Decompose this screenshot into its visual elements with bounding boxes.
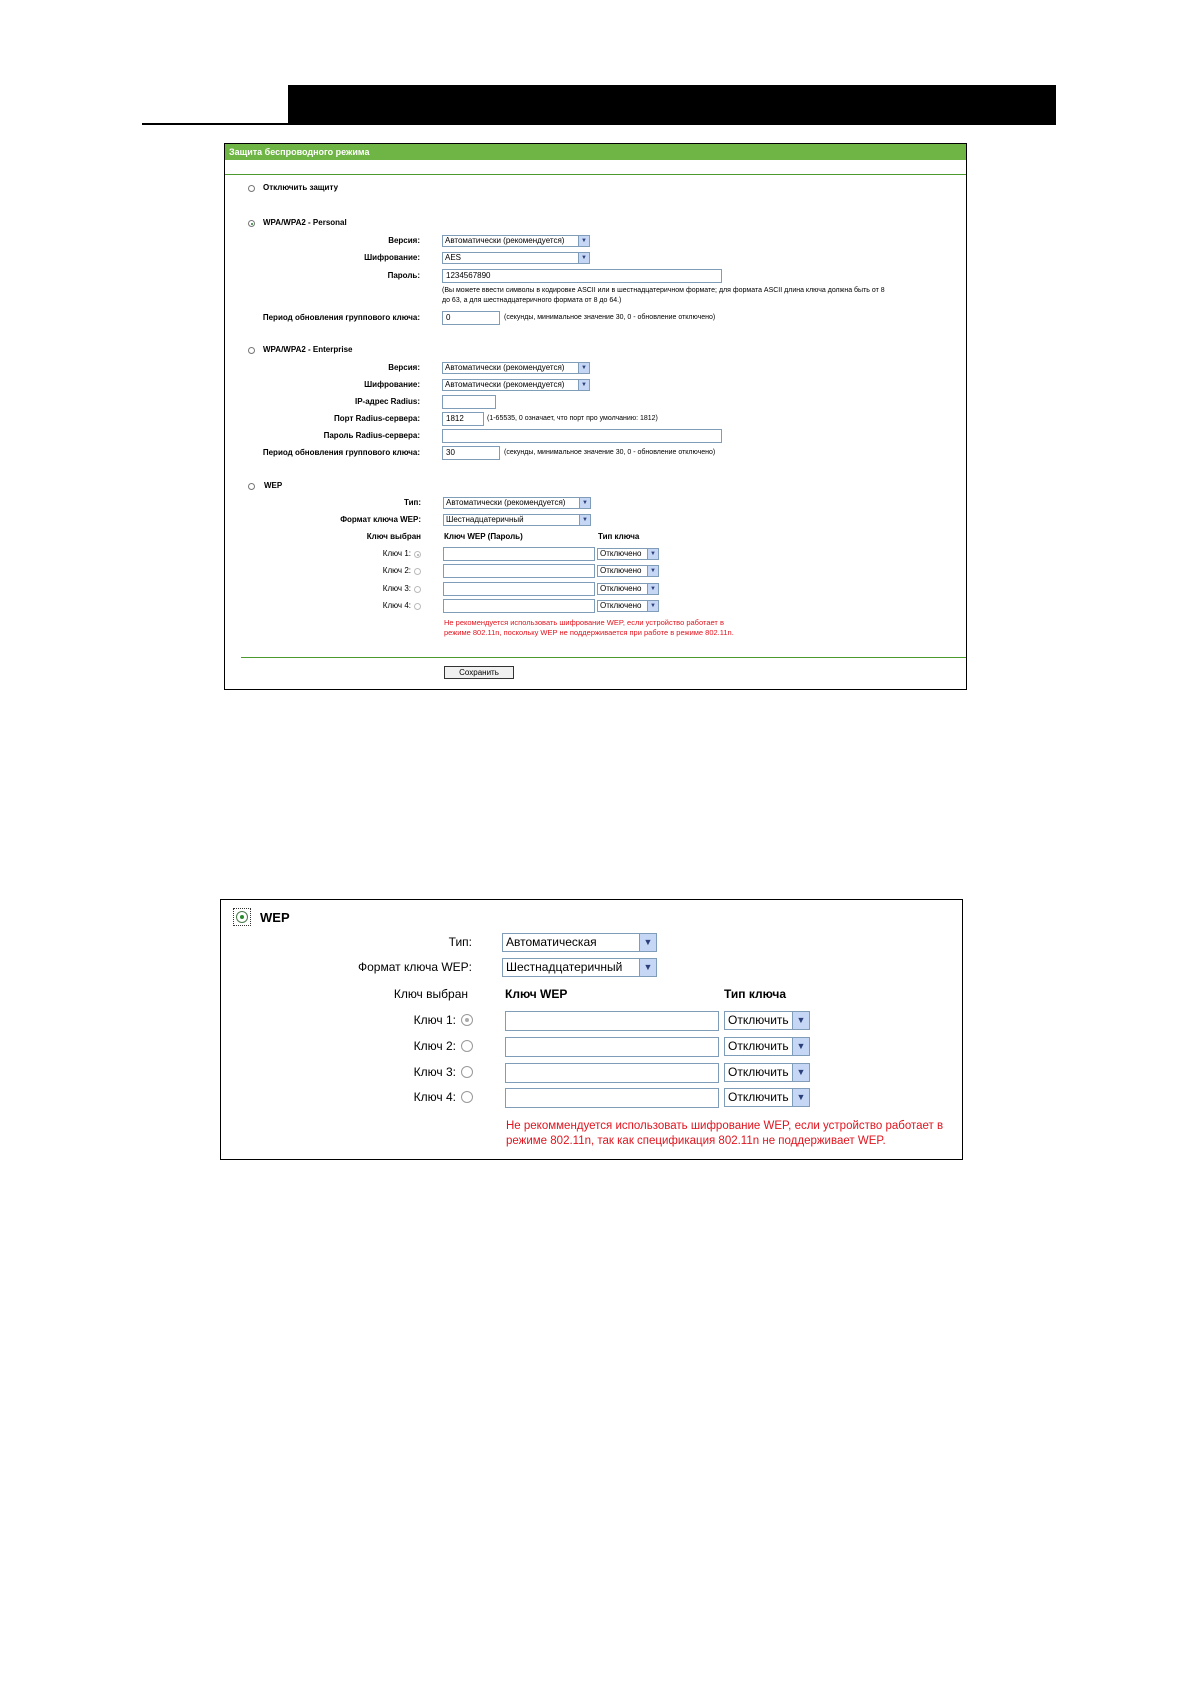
key-3-radio[interactable] [414, 586, 421, 593]
key-4-label: Ключ 4: [413, 1090, 456, 1104]
col-wep-key: Ключ WEP [505, 987, 568, 1001]
key-3-label: Ключ 3: [413, 1065, 456, 1079]
password-note-line-2: до 63, а для шестнадцатеричного формата от 8 до 64.) [442, 297, 622, 304]
key-1-radio[interactable] [414, 551, 421, 558]
disable-security-label: Отключить защиту [263, 183, 339, 192]
col-key-selected: Ключ выбран [366, 532, 421, 541]
wep-label: WEP [264, 481, 283, 490]
personal-version-label: Версия: [388, 236, 420, 245]
enterprise-group-key-label: Период обновления группового ключа: [262, 448, 420, 457]
wep-radio[interactable] [233, 908, 251, 926]
key-4-type-select[interactable]: Отключено ▼ [597, 600, 659, 612]
key-4-label: Ключ 4: [382, 601, 411, 610]
chevron-down-icon: ▼ [578, 363, 589, 373]
key-3-type-select[interactable]: Отключено ▼ [597, 583, 659, 595]
key-3-radio[interactable] [461, 1066, 473, 1078]
chevron-down-icon: ▼ [639, 934, 656, 951]
enterprise-version-select[interactable]: Автоматически (рекомендуется) ▼ [442, 362, 590, 374]
save-button[interactable]: Сохранить [444, 666, 514, 679]
enterprise-label: WPA/WPA2 - Enterprise [263, 345, 353, 354]
enterprise-encryption-select[interactable]: Автоматически (рекомендуется) ▼ [442, 379, 590, 391]
chevron-down-icon: ▼ [647, 549, 658, 559]
radius-ip-input[interactable] [442, 395, 496, 409]
key-2-radio[interactable] [461, 1040, 473, 1052]
key-4-input[interactable] [505, 1088, 719, 1108]
personal-group-key-label: Период обновления группового ключа: [262, 313, 420, 322]
key-4-input[interactable] [443, 599, 595, 613]
personal-radio[interactable] [248, 220, 255, 227]
wep-warning-line-2: режиме 802.11n, так как спецификация 802.11n не поддерживает WEP. [506, 1135, 886, 1147]
chevron-down-icon: ▼ [639, 959, 656, 976]
key-3-input[interactable] [443, 582, 595, 596]
chevron-down-icon: ▼ [792, 1038, 809, 1055]
key-1-type-select[interactable]: Отключить ▼ [724, 1011, 810, 1030]
personal-encryption-label: Шифрование: [364, 253, 420, 262]
title-divider [225, 174, 966, 175]
wireless-security-panel [224, 143, 967, 690]
key-4-radio[interactable] [414, 603, 421, 610]
personal-version-select[interactable]: Автоматически (рекомендуется) ▼ [442, 235, 590, 247]
personal-password-input[interactable]: 1234567890 [442, 269, 722, 283]
chevron-down-icon: ▼ [578, 380, 589, 390]
panel-title: Защита беспроводного режима [225, 144, 966, 160]
wep-settings-panel [220, 899, 963, 1160]
page-header-bar [288, 85, 1056, 125]
chevron-down-icon: ▼ [792, 1064, 809, 1081]
key-1-label: Ключ 1: [413, 1013, 456, 1027]
chevron-down-icon: ▼ [647, 566, 658, 576]
enterprise-version-label: Версия: [388, 363, 420, 372]
col-key-type: Тип ключа [724, 987, 787, 1001]
enterprise-group-key-input[interactable]: 30 [442, 446, 500, 460]
enterprise-encryption-label: Шифрование: [364, 380, 420, 389]
key-1-type-select[interactable]: Отключено ▼ [597, 548, 659, 560]
radius-port-label: Порт Radius-сервера: [334, 414, 420, 423]
radius-port-input[interactable]: 1812 [442, 412, 484, 426]
wep-type-label: Тип: [448, 935, 472, 949]
wep-type-select[interactable]: Автоматически (рекомендуется) ▼ [443, 497, 591, 509]
radius-ip-label: IP-адрес Radius: [355, 397, 420, 406]
key-2-label: Ключ 2: [382, 566, 411, 575]
key-2-label: Ключ 2: [413, 1039, 456, 1053]
key-2-type-select[interactable]: Отключено ▼ [597, 565, 659, 577]
chevron-down-icon: ▼ [579, 515, 590, 525]
wep-format-label: Формат ключа WEP: [340, 515, 421, 524]
key-3-label: Ключ 3: [382, 584, 411, 593]
personal-encryption-select[interactable]: AES ▼ [442, 252, 590, 264]
personal-group-key-input[interactable]: 0 [442, 311, 500, 325]
wep-warning-line-1: Не рекомендуется использовать шифрование WEP, если устройство работает в [444, 618, 724, 627]
wep-type-label: Тип: [404, 498, 421, 507]
wep-format-label: Формат ключа WEP: [357, 960, 472, 974]
wep-radio[interactable] [248, 483, 255, 490]
password-note-line-1: (Вы можете ввести символы в кодировке ASCII или в шестнадцатеричном формате; для формата ASCII длина ключа должна быть от 8 [442, 287, 885, 294]
key-4-type-select[interactable]: Отключить ▼ [724, 1088, 810, 1107]
key-2-radio[interactable] [414, 568, 421, 575]
key-1-radio[interactable] [461, 1014, 473, 1026]
key-1-input[interactable] [443, 547, 595, 561]
radius-password-label: Пароль Radius-сервера: [323, 431, 420, 440]
key-2-type-select[interactable]: Отключить ▼ [724, 1037, 810, 1056]
wep-type-select[interactable]: Автоматическая ▼ [502, 933, 657, 952]
key-1-label: Ключ 1: [382, 549, 411, 558]
chevron-down-icon: ▼ [792, 1089, 809, 1106]
enterprise-radio[interactable] [248, 347, 255, 354]
key-2-input[interactable] [443, 564, 595, 578]
wep-label: WEP [260, 910, 290, 925]
key-2-input[interactable] [505, 1037, 719, 1057]
chevron-down-icon: ▼ [792, 1012, 809, 1029]
wep-warning-line-1: Не рекоммендуется использовать шифрование WEP, если устройство работает в [506, 1120, 944, 1132]
col-key-selected: Ключ выбран [393, 987, 468, 1001]
chevron-down-icon: ▼ [647, 584, 658, 594]
wep-warning-line-2: режиме 802.11n, поскольку WEP не поддерживается при работе в режиме 802.11n. [444, 628, 734, 637]
col-wep-key: Ключ WEP (Пароль) [444, 532, 523, 541]
chevron-down-icon: ▼ [579, 498, 590, 508]
page-header-rule [142, 123, 1056, 125]
key-3-type-select[interactable]: Отключить ▼ [724, 1063, 810, 1082]
radius-password-input[interactable] [442, 429, 722, 443]
chevron-down-icon: ▼ [578, 253, 589, 263]
personal-label: WPA/WPA2 - Personal [263, 218, 347, 227]
enterprise-group-key-note: (секунды, минимальное значение 30, 0 - обновление отключено) [504, 449, 716, 456]
wep-format-select[interactable]: Шестнадцатеричный ▼ [443, 514, 591, 526]
key-3-input[interactable] [505, 1063, 719, 1083]
personal-password-label: Пароль: [387, 271, 420, 280]
bottom-divider [241, 657, 966, 658]
wep-format-select[interactable]: Шестнадцатеричный ▼ [502, 958, 657, 977]
personal-group-key-note: (секунды, минимальное значение 30, 0 - обновление отключено) [504, 314, 716, 321]
key-1-input[interactable] [505, 1011, 719, 1031]
chevron-down-icon: ▼ [578, 236, 589, 246]
chevron-down-icon: ▼ [647, 601, 658, 611]
radius-port-note: (1-65535, 0 означает, что порт про умолчанию: 1812) [487, 415, 658, 422]
key-4-radio[interactable] [461, 1091, 473, 1103]
disable-security-radio[interactable] [248, 185, 255, 192]
col-key-type: Тип ключа [598, 532, 640, 541]
